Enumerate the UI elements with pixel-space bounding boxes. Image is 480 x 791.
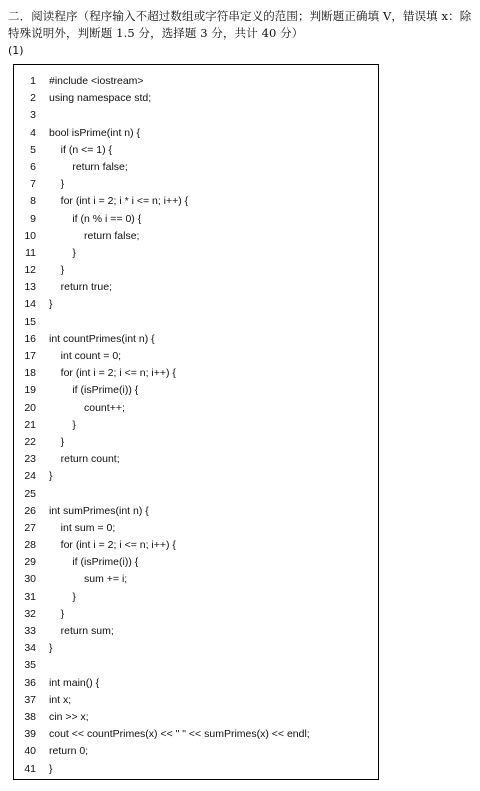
line-number: 31 <box>24 590 36 603</box>
code-text: #include <iostream> <box>49 75 144 87</box>
code-line <box>14 279 378 296</box>
code-text: } <box>49 246 76 259</box>
line-number: 13 <box>24 281 36 294</box>
code-line <box>14 348 378 365</box>
line-number: 38 <box>24 710 36 723</box>
code-line <box>14 314 378 331</box>
line-number: 36 <box>24 676 36 689</box>
line-number: 5 <box>30 143 36 156</box>
code-line <box>14 142 378 159</box>
code-line <box>14 640 378 657</box>
line-number: 3 <box>30 109 36 122</box>
code-line <box>14 434 378 451</box>
code-text: } <box>49 470 53 483</box>
line-number: 4 <box>30 126 36 139</box>
code-text: using namespace std; <box>49 92 152 105</box>
code-text: } <box>49 762 53 775</box>
line-number: 39 <box>24 728 36 741</box>
line-number: 20 <box>24 401 36 414</box>
code-line <box>14 657 378 674</box>
line-number: 15 <box>24 315 36 328</box>
line-number: 33 <box>24 625 36 637</box>
code-line <box>14 537 378 554</box>
code-text: int count = 0; <box>49 350 122 362</box>
line-number: 1 <box>30 75 36 87</box>
code-text: return false; <box>49 229 140 242</box>
code-text: } <box>49 590 76 603</box>
line-number: 29 <box>24 556 36 569</box>
line-number: 11 <box>25 246 36 259</box>
code-line <box>14 589 378 606</box>
code-line <box>14 90 378 107</box>
code-text: } <box>49 435 65 448</box>
code-line <box>14 296 378 313</box>
code-text: } <box>49 298 53 311</box>
line-number: 7 <box>30 178 36 191</box>
code-line <box>14 365 378 382</box>
code-text: return sum; <box>49 625 114 637</box>
code-text: sum += i; <box>49 573 128 586</box>
code-text: if (n <= 1) { <box>49 143 113 156</box>
line-number: 22 <box>24 435 36 448</box>
line-number: 40 <box>24 745 36 758</box>
code-line <box>14 417 378 434</box>
line-number: 28 <box>24 539 36 552</box>
code-line <box>14 193 378 210</box>
section-header: 二．阅读程序（程序输入不超过数组或字符串定义的范围；判断题正确填 V，错误填 x：除特殊说明外，判断题 1.5 分，选择题 3 分，共计 40 分） <box>8 9 472 40</box>
code-line <box>14 726 378 743</box>
code-line <box>14 382 378 399</box>
line-number: 19 <box>24 384 36 397</box>
line-number: 16 <box>24 332 36 345</box>
line-number: 35 <box>24 659 36 672</box>
code-text: } <box>49 418 76 431</box>
code-line <box>14 486 378 503</box>
code-line <box>14 692 378 709</box>
code-text: cin >> x; <box>49 710 89 723</box>
line-number: 25 <box>24 487 36 500</box>
code-text: } <box>49 178 65 191</box>
code-line <box>14 468 378 485</box>
line-number: 18 <box>24 367 36 380</box>
line-number: 6 <box>30 160 36 173</box>
code-line <box>14 262 378 279</box>
code-text: if (n % i == 0) { <box>49 212 142 225</box>
code-text: for (int i = 2; i * i <= n; i++) { <box>49 195 189 208</box>
code-text: cout << countPrimes(x) << " " << sumPrimes(x) << endl; <box>49 728 310 741</box>
code-line <box>14 176 378 193</box>
line-number: 14 <box>24 298 36 311</box>
code-text: bool isPrime(int n) { <box>49 126 141 139</box>
line-number: 9 <box>30 212 36 225</box>
code-text: return false; <box>49 160 128 173</box>
code-line <box>14 520 378 537</box>
code-text: count++; <box>49 401 125 414</box>
code-line <box>14 331 378 348</box>
code-text: return true; <box>49 281 113 294</box>
line-number: 37 <box>24 693 36 706</box>
question-label: (1) <box>8 44 24 57</box>
code-text: int sum = 0; <box>49 521 116 534</box>
code-line <box>14 571 378 588</box>
code-text: int sumPrimes(int n) { <box>49 504 149 517</box>
code-line <box>14 245 378 262</box>
code-line <box>14 743 378 760</box>
code-text: if (isPrime(i)) { <box>49 556 139 569</box>
code-text: return 0; <box>49 745 89 758</box>
code-line <box>14 159 378 176</box>
code-text: } <box>49 642 53 655</box>
code-text: return count; <box>49 453 120 466</box>
line-number: 26 <box>24 504 36 517</box>
code-text: if (isPrime(i)) { <box>49 384 139 397</box>
code-line <box>14 675 378 692</box>
code-line <box>14 761 378 778</box>
line-number: 30 <box>24 573 36 586</box>
line-number: 32 <box>24 607 36 620</box>
code-text: int countPrimes(int n) { <box>49 332 155 345</box>
code-line <box>14 73 378 90</box>
code-text: } <box>49 264 65 277</box>
line-number: 27 <box>24 521 36 534</box>
line-number: 23 <box>24 453 36 466</box>
code-line <box>14 400 378 417</box>
code-line <box>14 228 378 245</box>
code-line <box>14 623 378 640</box>
code-text: } <box>49 607 65 620</box>
code-text: for (int i = 2; i <= n; i++) { <box>49 539 176 552</box>
code-line <box>14 503 378 520</box>
line-number: 10 <box>24 229 36 242</box>
code-text: int x; <box>49 693 72 706</box>
code-line <box>14 709 378 726</box>
code-line <box>14 606 378 623</box>
line-number: 8 <box>30 195 36 208</box>
line-number: 21 <box>24 418 36 431</box>
code-lines <box>14 73 378 778</box>
code-text: int main() { <box>49 676 100 689</box>
line-number: 17 <box>24 350 36 362</box>
code-line <box>14 554 378 571</box>
line-number: 41 <box>24 762 36 775</box>
line-number: 24 <box>24 470 36 483</box>
code-line <box>14 107 378 124</box>
code-line <box>14 451 378 468</box>
code-listing-box <box>13 64 379 780</box>
line-number: 12 <box>24 264 36 277</box>
code-line <box>14 125 378 142</box>
line-number: 34 <box>24 642 36 655</box>
line-number: 2 <box>30 92 36 105</box>
code-text: for (int i = 2; i <= n; i++) { <box>49 367 176 380</box>
code-line <box>14 211 378 228</box>
